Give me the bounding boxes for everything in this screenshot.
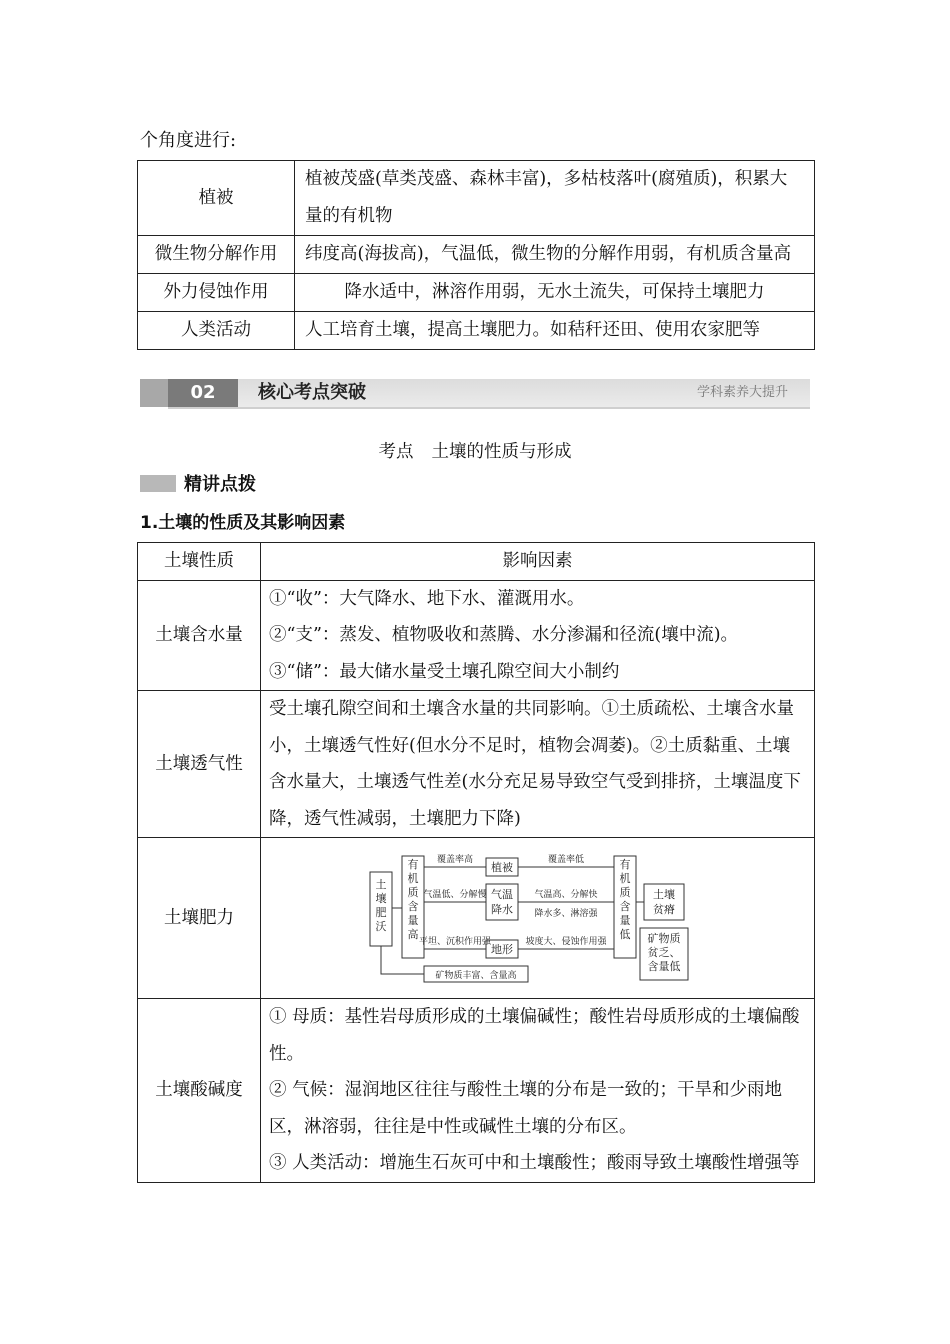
factors-cell: 受土壤孔隙空间和土壤含水量的共同影响。①土质疏松、土壤含水量小，土壤透气性好(但水分不足时，植物会凋萎)。②土质黏重、土壤含水量大，土壤透气性差(水分充足易导致空气受到排挤，土壤温度下降，透气性减弱，土壤肥力下降) — [261, 691, 815, 838]
banner-subtitle: 学科素养大提升 — [696, 385, 788, 400]
factor-line: ②“支”：蒸发、植物吸收和蒸腾、水分渗漏和径流(壤中流)。 — [269, 625, 739, 645]
table-row — [138, 999, 815, 1183]
desc-cell: 植被茂盛(草类茂盛、森林丰富)，多枯枝落叶(腐殖质)，积累大量的有机物 — [295, 161, 815, 236]
banner-number: 02 — [168, 379, 238, 407]
factor-line: ③“储”：最大储水量受土壤孔隙空间大小制约 — [269, 661, 620, 682]
flat-label: 平坦、沉积作用强 — [418, 937, 491, 947]
intro-text: 个角度进行: — [140, 130, 237, 151]
factor-line: ② 气候：湿润地区往往与酸性土壤的分布是一致的；干旱和少雨地区，淋溶弱，往往是中性或碱性土壤的分布区。 — [269, 1080, 783, 1137]
table-row — [138, 838, 815, 999]
factor-line: ③ 人类活动：增施生石灰可中和土壤酸性；酸雨导致土壤酸性增强等 — [269, 1153, 800, 1173]
factor-line: ① 母质：基性岩母质形成的土壤偏碱性；酸性岩母质形成的土壤偏酸性。 — [269, 1007, 800, 1064]
cover-high-label: 覆盖率高 — [436, 855, 473, 865]
soil-fertility-diagram — [368, 848, 708, 988]
table-row — [138, 691, 815, 838]
factor-line: ①“收”：大气降水、地下水、灌溉用水。 — [269, 588, 585, 609]
factor-cell: 外力侵蚀作用 — [138, 274, 295, 312]
column-header: 影响因素 — [261, 543, 815, 581]
factor-cell: 微生物分解作用 — [138, 236, 295, 274]
table-header-row — [138, 543, 815, 581]
formation-factors-table — [137, 160, 815, 350]
fertile-label: 土壤肥沃 — [375, 878, 386, 933]
barren-label: 土壤贫瘠 — [652, 888, 675, 916]
warm-fast-label: 气温高、分解快 — [533, 890, 598, 900]
mineral-poor-label: 矿物质贫乏、含量低 — [647, 932, 680, 973]
section-text: 土壤的性质与形成 — [431, 442, 572, 462]
mineral-rich-label: 矿物质丰富、含量高 — [434, 971, 517, 981]
desc-cell: 降水适中，淋溶作用弱，无水土流失，可保持土壤肥力 — [295, 274, 815, 312]
property-cell: 土壤肥力 — [138, 838, 261, 999]
table-row — [138, 161, 815, 236]
section-label: 考点 — [378, 442, 414, 462]
desc-cell: 纬度高(海拔高)，气温低，微生物的分解作用弱，有机质含量高 — [295, 236, 815, 274]
soil-properties-table — [137, 542, 815, 1183]
table-row — [138, 236, 815, 274]
column-header: 土壤性质 — [138, 543, 261, 581]
cover-low-label: 覆盖率低 — [547, 855, 584, 865]
factor-cell: 植被 — [138, 161, 295, 236]
terrain-label: 地形 — [490, 943, 513, 956]
property-cell: 土壤含水量 — [138, 580, 261, 691]
table-row — [138, 274, 815, 312]
rain-leach-label: 降水多、淋溶强 — [533, 909, 598, 919]
factors-cell — [261, 838, 815, 999]
subheading: 1.土壤的性质及其影响因素 — [140, 513, 346, 533]
tip-heading-text: 精讲点拨 — [184, 474, 256, 495]
table-row — [138, 580, 815, 691]
factor-cell: 人类活动 — [138, 312, 295, 350]
climate-label: 气温降水 — [490, 888, 513, 916]
section-banner — [140, 379, 810, 409]
banner-step — [140, 379, 168, 407]
factors-cell — [261, 580, 815, 691]
banner-title: 核心考点突破 — [258, 382, 366, 403]
high-om-label: 有机质含量高 — [407, 858, 418, 941]
section-title — [0, 438, 950, 463]
banner-underline — [168, 407, 810, 409]
factors-cell — [261, 999, 815, 1183]
table-row — [138, 312, 815, 350]
desc-cell: 人工培育土壤，提高土壤肥力。如秸秆还田、使用农家肥等 — [295, 312, 815, 350]
property-cell: 土壤透气性 — [138, 691, 261, 838]
steep-label: 坡度大、侵蚀作用强 — [524, 937, 607, 947]
property-cell: 土壤酸碱度 — [138, 999, 261, 1183]
cold-slow-label: 气温低、分解慢 — [422, 890, 487, 900]
low-om-label: 有机质含量低 — [619, 858, 630, 941]
tip-marker — [140, 475, 176, 492]
vegetation-label: 植被 — [490, 861, 513, 874]
